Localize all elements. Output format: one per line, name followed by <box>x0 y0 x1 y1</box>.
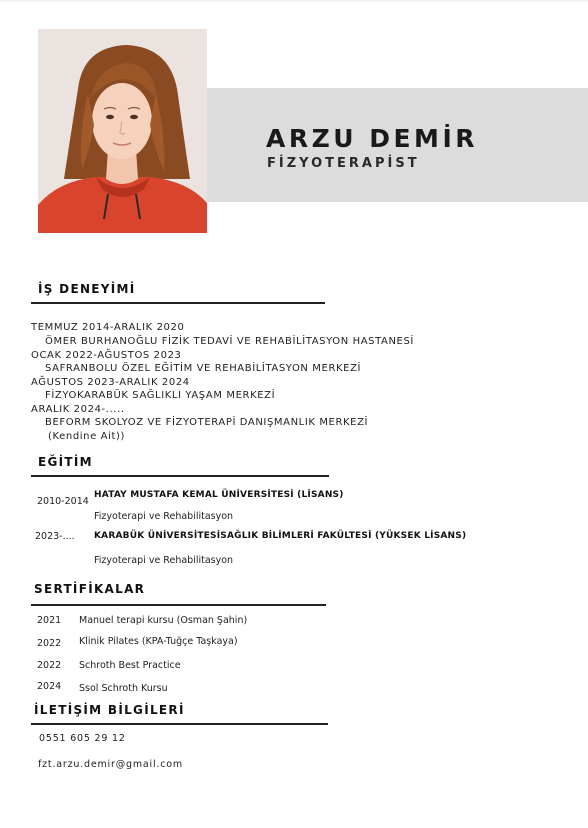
education-school: HATAY MUSTAFA KEMAL ÜNİVERSİTESİ (LİSANS) <box>94 490 344 500</box>
experience-heading: İŞ DENEYİMİ <box>38 282 136 296</box>
experience-divider <box>31 302 325 304</box>
education-program: Fizyoterapi ve Rehabilitasyon <box>94 555 234 566</box>
certificate-name: Ssol Schroth Kursu <box>79 683 168 694</box>
certificates-heading: SERTİFİKALAR <box>34 582 146 596</box>
experience-period: AĞUSTOS 2023-ARALIK 2024 <box>31 377 190 388</box>
top-divider <box>0 0 588 2</box>
certificate-year: 2024 <box>37 681 62 692</box>
education-program: Fizyoterapi ve Rehabilitasyon <box>94 511 234 522</box>
experience-period: OCAK 2022-AĞUSTOS 2023 <box>31 350 182 361</box>
certificate-name: Klinik Pilates (KPA-Tuğçe Taşkaya) <box>79 636 238 647</box>
certificate-name: Manuel terapi kursu (Osman Şahin) <box>79 615 248 626</box>
experience-employer: ÖMER BURHANOĞLU FİZİK TEDAVİ VE REHABİLİTASYON HASTANESİ <box>45 336 414 347</box>
experience-employer: SAFRANBOLU ÖZEL EĞİTİM VE REHABİLİTASYON MERKEZİ <box>45 363 362 374</box>
contact-email: fzt.arzu.demir@gmail.com <box>38 759 183 770</box>
certificate-name: Schroth Best Practice <box>79 660 181 671</box>
experience-employer: FİZYOKARABÜK SAĞLIKLI YAŞAM MERKEZİ <box>45 390 276 401</box>
education-school: KARABÜK ÜNİVERSİTESİSAĞLIK BİLİMLERİ FAKÜLTESİ (YÜKSEK LİSANS) <box>94 531 467 541</box>
experience-note: (Kendine Ait)) <box>48 431 125 442</box>
experience-period: ARALIK 2024-..... <box>31 404 125 415</box>
contact-heading: İLETİŞİM BİLGİLERİ <box>34 703 185 717</box>
experience-employer: BEFORM SKOLYOZ VE FİZYOTERAPİ DANIŞMANLIK MERKEZİ <box>45 417 369 428</box>
job-title: FİZYOTERAPİST <box>267 156 420 171</box>
person-name: ARZU DEMİR <box>266 124 478 153</box>
certificate-year: 2021 <box>37 615 62 626</box>
certificates-divider <box>31 604 326 606</box>
education-years: 2023-.... <box>35 531 75 542</box>
experience-period: TEMMUZ 2014-ARALIK 2020 <box>31 322 185 333</box>
education-heading: EĞİTİM <box>38 455 93 469</box>
certificate-year: 2022 <box>37 638 62 649</box>
contact-phone: 0551 605 29 12 <box>39 733 126 744</box>
profile-photo <box>38 29 207 233</box>
education-divider <box>31 475 329 477</box>
contact-divider <box>31 723 328 725</box>
education-years: 2010-2014 <box>37 496 89 507</box>
certificate-year: 2022 <box>37 660 62 671</box>
